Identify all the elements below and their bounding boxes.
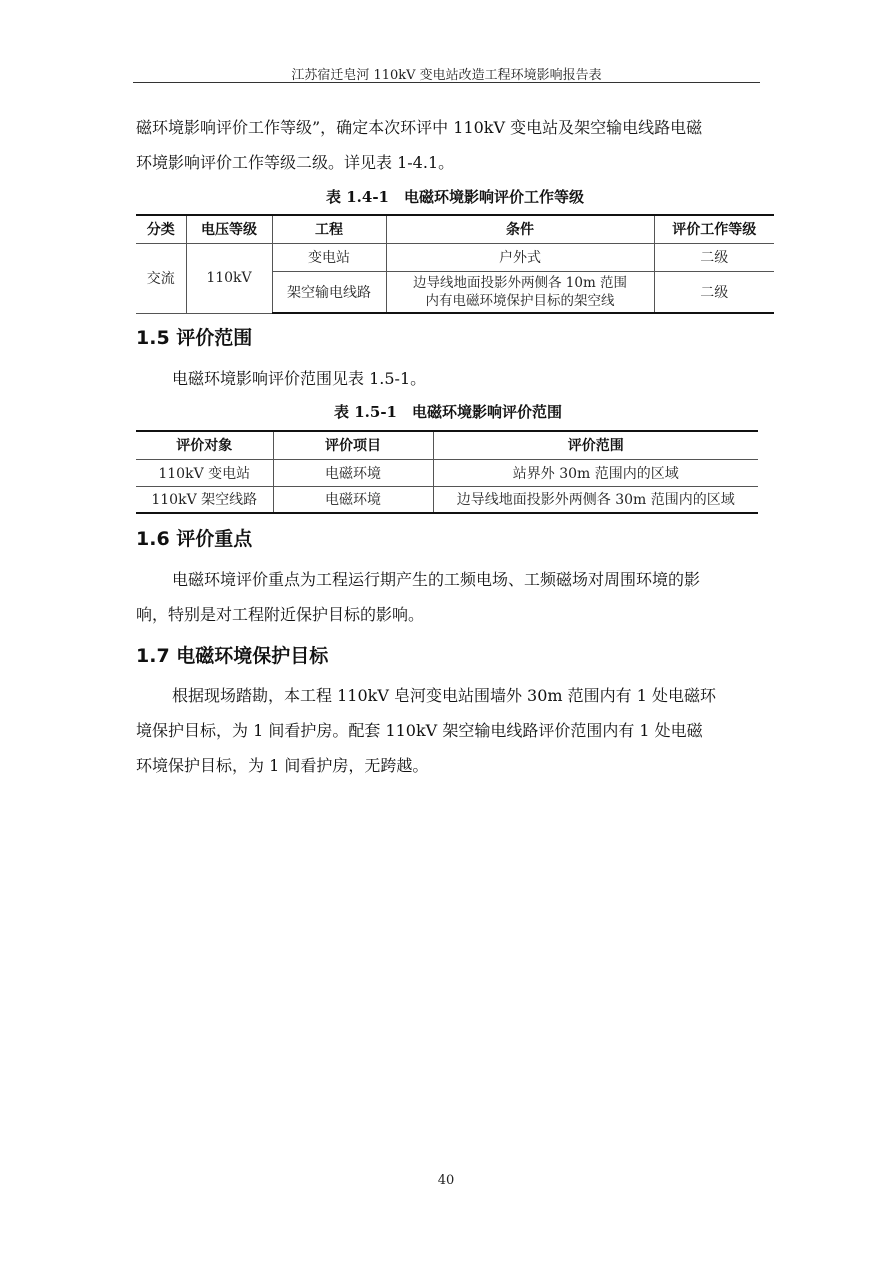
level-cell: 二级 xyxy=(654,243,774,271)
table-row xyxy=(136,243,774,271)
section-1-6-line-1: 电磁环境评价重点为工程运行期产生的工频电场、工频磁场对周围环境的影 xyxy=(172,570,701,589)
table-1-5-1-caption: 表 1.5-1 电磁环境影响评价范围 xyxy=(334,403,562,421)
level-cell: 二级 xyxy=(654,271,774,313)
intro-paragraph xyxy=(136,110,760,180)
column-header: 分类 xyxy=(136,215,186,243)
condition-cell xyxy=(386,271,654,313)
condition-cell: 户外式 xyxy=(386,243,654,271)
object-cell: 110kV 架空线路 xyxy=(136,486,273,513)
table-header-row xyxy=(136,431,758,459)
column-header: 电压等级 xyxy=(186,215,272,243)
section-heading-1-6: 1.6 评价重点 xyxy=(136,528,253,550)
table-row xyxy=(136,459,758,486)
header-rule xyxy=(133,82,760,83)
project-cell: 架空输电线路 xyxy=(272,271,386,313)
table-header-row xyxy=(136,215,774,243)
item-cell: 电磁环境 xyxy=(273,486,433,513)
running-header: 江苏宿迁皂河 110kV 变电站改造工程环境影响报告表 xyxy=(291,68,602,83)
project-cell: 变电站 xyxy=(272,243,386,271)
intro-line-2: 环境影响评价工作等级二级。详见表 1-4.1。 xyxy=(136,153,455,172)
section-heading-1-7: 1.7 电磁环境保护目标 xyxy=(136,645,329,667)
category-cell: 交流 xyxy=(136,243,186,313)
section-1-7-paragraph xyxy=(136,678,760,783)
table-1-4-1-caption: 表 1.4-1 电磁环境影响评价工作等级 xyxy=(326,188,584,206)
voltage-cell: 110kV xyxy=(186,243,272,313)
section-1-5-line: 电磁环境影响评价范围见表 1.5-1。 xyxy=(172,369,427,388)
condition-line: 边导线地面投影外两侧各 10m 范围 xyxy=(412,274,628,291)
table-evaluation-range xyxy=(136,430,758,514)
range-cell: 站界外 30m 范围内的区域 xyxy=(433,459,758,486)
object-cell: 110kV 变电站 xyxy=(136,459,273,486)
column-header: 条件 xyxy=(386,215,654,243)
section-1-7-line-2: 境保护目标，为 1 间看护房。配套 110kV 架空输电线路评价范围内有 1 处电磁 xyxy=(136,721,703,740)
column-header: 评价项目 xyxy=(273,431,433,459)
section-heading-1-5: 1.5 评价范围 xyxy=(136,327,253,349)
intro-line-1: 磁环境影响评价工作等级”，确定本次环评中 110kV 变电站及架空输电线路电磁 xyxy=(136,118,703,137)
item-cell: 电磁环境 xyxy=(273,459,433,486)
column-header: 评价范围 xyxy=(433,431,758,459)
condition-line: 内有电磁环境保护目标的架空线 xyxy=(425,292,615,309)
range-cell: 边导线地面投影外两侧各 30m 范围内的区域 xyxy=(433,486,758,513)
column-header: 评价工作等级 xyxy=(654,215,774,243)
page-number: 40 xyxy=(437,1173,455,1188)
column-header: 评价对象 xyxy=(136,431,273,459)
section-1-6-line-2: 响，特别是对工程附近保护目标的影响。 xyxy=(136,605,425,624)
section-1-7-line-3: 环境保护目标，为 1 间看护房，无跨越。 xyxy=(136,756,429,775)
section-1-5-paragraph xyxy=(136,361,796,396)
section-1-7-line-1: 根据现场踏勘，本工程 110kV 皂河变电站围墙外 30m 范围内有 1 处电磁环 xyxy=(172,686,717,705)
section-1-6-paragraph xyxy=(136,562,760,632)
table-row xyxy=(136,486,758,513)
table-evaluation-level xyxy=(136,214,774,314)
column-header: 工程 xyxy=(272,215,386,243)
